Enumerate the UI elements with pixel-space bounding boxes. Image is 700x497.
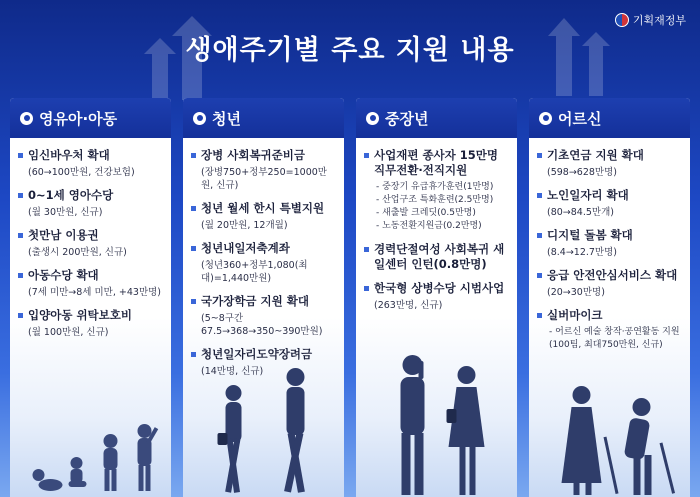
support-item xyxy=(191,201,336,232)
young-adult-silhouettes xyxy=(183,347,344,497)
column-header xyxy=(529,98,690,138)
detail-line: - 어르신 예술 창작·공연활동 지원 xyxy=(549,327,680,337)
support-item xyxy=(364,242,509,272)
square-bullet-icon xyxy=(18,273,23,278)
item-title: 경력단절여성 사회복귀 새일센터 인턴(0.8만명) xyxy=(374,242,505,271)
support-item xyxy=(18,268,163,299)
item-title: 노인일자리 확대 xyxy=(547,188,629,202)
item-detail: (20→30만명) xyxy=(547,287,605,298)
support-item xyxy=(537,188,682,219)
item-title: 사업재편 종사자 15만명 직무전환·전직지원 xyxy=(374,148,498,177)
elderly-woman-with-cane-icon xyxy=(562,386,619,495)
toddler-walking-icon xyxy=(104,434,118,491)
item-detail: (월 20만원, 12개월) xyxy=(201,220,288,231)
column-seniors xyxy=(529,98,690,497)
support-item xyxy=(18,228,163,259)
square-bullet-icon xyxy=(191,206,196,211)
item-detail: (263만명, 신규) xyxy=(374,300,443,311)
support-item xyxy=(191,241,336,285)
item-detail: (60→100만원, 건강보험) xyxy=(28,167,135,178)
item-title: 청년내일저축계좌 xyxy=(201,241,290,255)
item-title: 장병 사회복귀준비금 xyxy=(201,148,305,162)
column-header xyxy=(356,98,517,138)
growing-child-silhouettes xyxy=(10,347,171,497)
toddler-sitting-icon xyxy=(69,457,87,487)
item-title: 입양아동 위탁보호비 xyxy=(28,308,132,322)
support-item xyxy=(537,228,682,259)
young-woman-walking-icon xyxy=(218,385,242,493)
square-bullet-icon xyxy=(18,233,23,238)
square-bullet-icon xyxy=(537,153,542,158)
support-item xyxy=(18,188,163,219)
square-bullet-icon xyxy=(18,313,23,318)
item-title: 국가장학금 지원 확대 xyxy=(201,294,309,308)
square-bullet-icon xyxy=(191,299,196,304)
detail-line: - 새출발 크레딧(0.5만명) xyxy=(376,208,476,218)
item-title: 디지털 돌봄 확대 xyxy=(547,228,633,242)
detail-line: (100팀, 최대750만원, 신규) xyxy=(549,340,663,350)
square-bullet-icon xyxy=(191,153,196,158)
bullet-circle-icon xyxy=(193,112,206,125)
elderly-man-with-cane-icon xyxy=(624,398,675,495)
square-bullet-icon xyxy=(364,247,369,252)
square-bullet-icon xyxy=(537,313,542,318)
item-title: 0~1세 영아수당 xyxy=(28,188,114,202)
senior-silhouettes xyxy=(529,347,690,497)
item-detail: (8.4→12.7만명) xyxy=(547,247,617,258)
item-title: 청년일자리도약장려금 xyxy=(201,347,313,361)
item-detail: (14만명, 신규) xyxy=(201,366,264,377)
column-header xyxy=(183,98,344,138)
page-title: 생애주기별 주요 지원 내용 xyxy=(185,35,515,66)
support-item xyxy=(537,308,682,352)
support-item xyxy=(364,148,509,233)
logo-text: 기획재정부 xyxy=(632,14,686,27)
column-header xyxy=(10,98,171,138)
young-man-walking-icon xyxy=(284,368,305,493)
item-title: 기초연금 지원 확대 xyxy=(547,148,644,162)
item-title: 실버마이크 xyxy=(547,308,603,322)
detail-line: - 산업구조 특화훈련(2.5만명) xyxy=(376,195,494,205)
support-item xyxy=(18,148,163,179)
woman-with-bag-icon xyxy=(447,366,485,495)
column-middle-aged xyxy=(356,98,517,497)
ministry-logo xyxy=(615,12,686,28)
square-bullet-icon xyxy=(537,233,542,238)
item-title: 아동수당 확대 xyxy=(28,268,99,282)
support-item xyxy=(364,281,509,312)
man-on-phone-icon xyxy=(401,355,425,495)
square-bullet-icon xyxy=(18,153,23,158)
item-detail: (출생시 200만원, 신규) xyxy=(28,247,127,258)
item-detail: (월 100만원, 신규) xyxy=(28,327,109,338)
child-waving-icon xyxy=(138,424,159,491)
item-detail-list xyxy=(364,181,509,233)
support-item xyxy=(191,294,336,338)
support-item xyxy=(18,308,163,339)
item-title: 임신바우처 확대 xyxy=(28,148,110,162)
item-detail: (598→628만명) xyxy=(547,167,617,178)
middle-aged-silhouettes xyxy=(356,347,517,497)
support-item xyxy=(537,148,682,179)
taegeuk-icon xyxy=(615,13,629,27)
bullet-circle-icon xyxy=(366,112,379,125)
square-bullet-icon xyxy=(364,153,369,158)
item-detail: (5~8구간 67.5→368→350~390만원) xyxy=(201,313,323,337)
square-bullet-icon xyxy=(537,193,542,198)
baby-crawling-icon xyxy=(33,469,63,491)
item-title: 청년 월세 한시 특별지원 xyxy=(201,201,325,215)
item-title: 응급 안전안심서비스 확대 xyxy=(547,268,678,282)
square-bullet-icon xyxy=(18,193,23,198)
item-detail: (7세 미만→8세 미만, +43만명) xyxy=(28,287,162,298)
bullet-circle-icon xyxy=(20,112,33,125)
bullet-circle-icon xyxy=(539,112,552,125)
column-title: 영유아·아동 xyxy=(39,109,118,128)
column-title: 어르신 xyxy=(558,109,602,128)
square-bullet-icon xyxy=(191,246,196,251)
column-title: 중장년 xyxy=(385,109,429,128)
item-detail: (월 30만원, 신규) xyxy=(28,207,103,218)
detail-line: - 노동전환지원금(0.2만명) xyxy=(376,221,482,231)
item-title: 첫만남 이용권 xyxy=(28,228,99,242)
detail-line: - 중장기 유급휴가훈련(1만명) xyxy=(376,182,494,192)
item-detail: (청년360+정부1,080(최대)=1,440만원) xyxy=(201,260,308,284)
support-item xyxy=(191,148,336,192)
item-title: 한국형 상병수당 시범사업 xyxy=(374,281,505,295)
column-youth xyxy=(183,98,344,497)
support-item xyxy=(537,268,682,299)
column-title: 청년 xyxy=(212,109,241,128)
item-detail: (80→84.5만개) xyxy=(547,207,614,218)
item-detail: (장병750+정부250=1000만원, 신규) xyxy=(201,167,327,191)
lifecycle-columns xyxy=(10,98,690,497)
square-bullet-icon xyxy=(537,273,542,278)
square-bullet-icon xyxy=(364,286,369,291)
column-infant-child xyxy=(10,98,171,497)
